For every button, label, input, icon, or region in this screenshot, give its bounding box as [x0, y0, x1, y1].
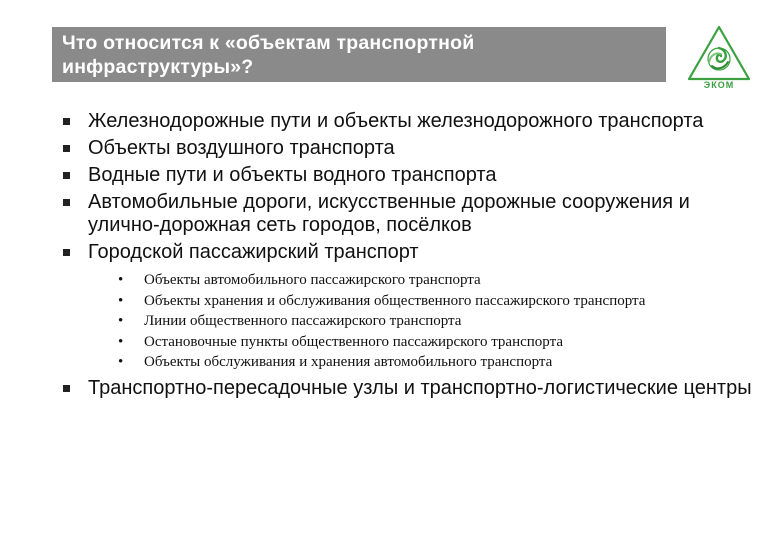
bullet-text: Объекты воздушного транспорта	[88, 137, 395, 159]
logo-text: ЭКОМ	[703, 80, 735, 90]
square-bullet-icon	[62, 384, 71, 393]
square-bullet-icon	[62, 144, 71, 153]
slide-title-bar	[52, 27, 666, 82]
bullet-text: Железнодорожные пути и объекты железнодорожного транспорта	[88, 110, 704, 132]
slide-title: Что относится к «объектам транспортной инфраструктуры»?	[62, 32, 475, 78]
bullet-item	[62, 377, 762, 400]
sub-bullet-item	[88, 272, 762, 289]
slide-content	[62, 110, 762, 404]
bullet-text: Городской пассажирский транспорт	[88, 241, 419, 263]
square-bullet-icon	[62, 117, 71, 126]
square-bullet-icon	[62, 171, 71, 180]
bullet-text: Транспортно-пересадочные узлы и транспортно-логистические центры	[88, 376, 752, 399]
bullet-item	[62, 110, 762, 133]
dot-bullet-icon: •	[118, 333, 124, 350]
dot-bullet-icon: •	[118, 313, 124, 329]
sub-bullet-item	[88, 334, 762, 351]
sub-bullet-text: Объекты обслуживания и хранения автомобильного транспорта	[144, 354, 553, 370]
bullet-text: Автомобильные дороги, искусственные дорожные сооружения и улично-дорожная сеть городов, посёлков	[88, 191, 690, 236]
ekom-logo-icon	[686, 24, 752, 90]
bullet-item	[62, 241, 762, 371]
sub-bullet-text: Объекты хранения и обслуживания общественного пассажирского транспорта	[144, 292, 646, 309]
sub-bullet-text: Линии общественного пассажирского транспорта	[144, 313, 462, 329]
sub-bullet-text: Остановочные пункты общественного пассажирского транспорта	[144, 333, 564, 350]
bullet-list	[62, 110, 762, 400]
sub-bullet-item	[88, 354, 762, 371]
bullet-item	[62, 137, 762, 160]
dot-bullet-icon: •	[118, 292, 124, 309]
square-bullet-icon	[62, 198, 71, 207]
dot-bullet-icon: •	[118, 354, 124, 370]
bullet-text: Водные пути и объекты водного транспорта	[88, 164, 497, 186]
dot-bullet-icon: •	[118, 272, 124, 288]
sub-bullet-item	[88, 293, 762, 310]
sub-bullet-text: Объекты автомобильного пассажирского транспорта	[144, 272, 481, 288]
bullet-item	[62, 164, 762, 187]
square-bullet-icon	[62, 248, 71, 257]
sub-bullet-list	[88, 272, 762, 371]
sub-bullet-item	[88, 313, 762, 330]
bullet-item	[62, 191, 762, 237]
